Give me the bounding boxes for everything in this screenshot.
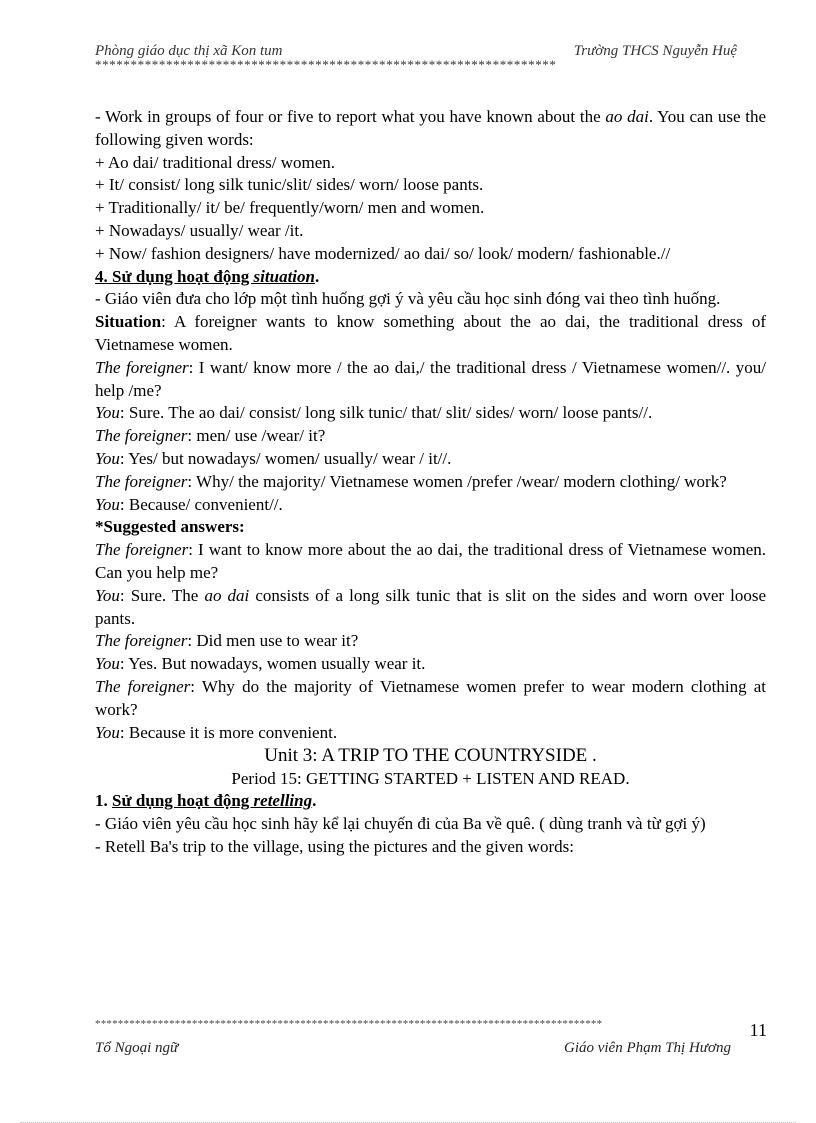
teacher-note: - Giáo viên đưa cho lớp một tình huống gợi ý và yêu cầu học sinh đóng vai theo tình huống. (95, 289, 721, 309)
line: : I want to know more about the ao dai, the traditional dress of Vietnamese women. Can you help me? (95, 540, 766, 582)
speaker: You (95, 654, 120, 674)
line: : Because/ convenient//. (119, 494, 283, 514)
situation-paragraph (95, 311, 766, 357)
section-1-suffix: . (312, 791, 317, 811)
suggested-answers-label: *Suggested answers: (95, 517, 245, 537)
section-1-num: 1. (95, 791, 112, 811)
dialogue-line (95, 357, 766, 403)
answer-line (95, 676, 766, 722)
answer-line (95, 653, 766, 676)
line: : men/ use /wear/ it? (187, 426, 326, 446)
answer-line (95, 630, 766, 653)
answer-line (95, 539, 766, 585)
situation-label: Situation (95, 312, 162, 332)
speaker: You (95, 448, 120, 468)
page-header (95, 42, 737, 72)
section-1-word: retelling (253, 791, 313, 811)
cue-line: + Ao dai/ traditional dress/ women. (95, 152, 335, 172)
cue-line: + Traditionally/ it/ be/ frequently/worn/ men and women. (95, 198, 485, 218)
speaker: The foreigner (95, 357, 189, 377)
document-body (95, 106, 766, 859)
section-4-word: situation (253, 266, 315, 286)
teacher-note-2: - Giáo viên yêu cầu học sinh hãy kể lại chuyến đi của Ba về quê. ( dùng tranh và từ gợi ý) (95, 814, 706, 834)
speaker: You (95, 494, 120, 514)
unit-title: Unit 3: A TRIP TO THE COUNTRYSIDE . (264, 745, 597, 767)
retell-instruction: - Retell Ba's trip to the village, using the pictures and the given words: (95, 836, 574, 856)
dialogue-line (95, 425, 766, 448)
footer-row (95, 1040, 731, 1057)
line-post: consists of a long silk tunic that is slit on the sides and worn over loose pants. (95, 585, 766, 628)
intro-text: - Work in groups of four or five to report what you have known about the (95, 107, 606, 126)
header-left: Phòng giáo dục thị xã Kon tum (95, 43, 283, 59)
speaker: The foreigner (95, 471, 188, 491)
speaker: The foreigner (95, 676, 191, 696)
answer-line (95, 585, 766, 631)
dialogue-line (95, 471, 766, 494)
footer-right: Giáo viên Phạm Thị Hương (563, 1040, 731, 1056)
speaker: You (95, 585, 120, 605)
line-pre: : Sure. The (119, 585, 205, 605)
section-1-heading (95, 790, 766, 813)
line: : Why do the majority of Vietnamese women prefer to wear modern clothing at work? (95, 676, 766, 719)
line: : Yes. But nowadays, women usually wear it. (119, 654, 426, 674)
intro-end: . You can use the following given words: (95, 107, 766, 149)
speaker: You (95, 722, 120, 742)
section-1-prefix: Sử dụng hoạt động (112, 791, 254, 811)
section-4-heading (95, 266, 766, 289)
line: : Why/ the majority/ Vietnamese women /prefer /wear/ modern clothing/ work? (187, 471, 727, 491)
cue-line: + Nowadays/ usually/ wear /it. (95, 220, 304, 240)
page-footer (95, 1018, 767, 1057)
situation-text: : A foreigner wants to know something about the ao dai, the traditional dress of Vietnamese women. (95, 312, 766, 354)
section-4-prefix: 4. Sử dụng hoạt động (95, 266, 254, 286)
line: : Did men use to wear it? (187, 631, 359, 651)
header-right: Trường THCS Nguyễn Huệ (573, 43, 737, 59)
answer-line (95, 722, 766, 745)
period-title: Period 15: GETTING STARTED + LISTEN AND READ. (231, 769, 630, 789)
speaker: The foreigner (95, 540, 189, 560)
dialogue-line (95, 494, 766, 517)
section-4-suffix: . (314, 266, 320, 286)
header-divider: ***************************************************************** (95, 58, 557, 72)
dialogue-line (95, 448, 766, 471)
intro-italic: ao dai (605, 107, 649, 126)
intro-paragraph (95, 106, 766, 152)
speaker: The foreigner (95, 426, 188, 446)
footer-divider: ***************************************************************************************** (95, 1018, 603, 1030)
cue-line: + It/ consist/ long silk tunic/slit/ sides/ worn/ loose pants. (95, 175, 484, 195)
line: : I want/ know more / the ao dai,/ the traditional dress / Vietnamese women//. you/ help /me? (95, 357, 766, 400)
line: : Because it is more convenient. (119, 722, 338, 742)
page-number: 11 (749, 1020, 767, 1040)
footer-left: Tổ Ngoại ngữ (95, 1040, 179, 1056)
line: : Yes/ but nowadays/ women/ usually/ wear / it//. (119, 448, 452, 468)
cue-line: + Now/ fashion designers/ have modernized/ ao dai/ so/ look/ modern/ fashionable.// (95, 243, 671, 263)
dialogue-line (95, 402, 766, 425)
speaker: The foreigner (95, 631, 188, 651)
speaker: You (95, 403, 120, 423)
line: : Sure. The ao dai/ consist/ long silk tunic/ that/ slit/ sides/ worn/ loose pants//. (119, 403, 653, 423)
line-italic: ao dai (204, 585, 250, 605)
